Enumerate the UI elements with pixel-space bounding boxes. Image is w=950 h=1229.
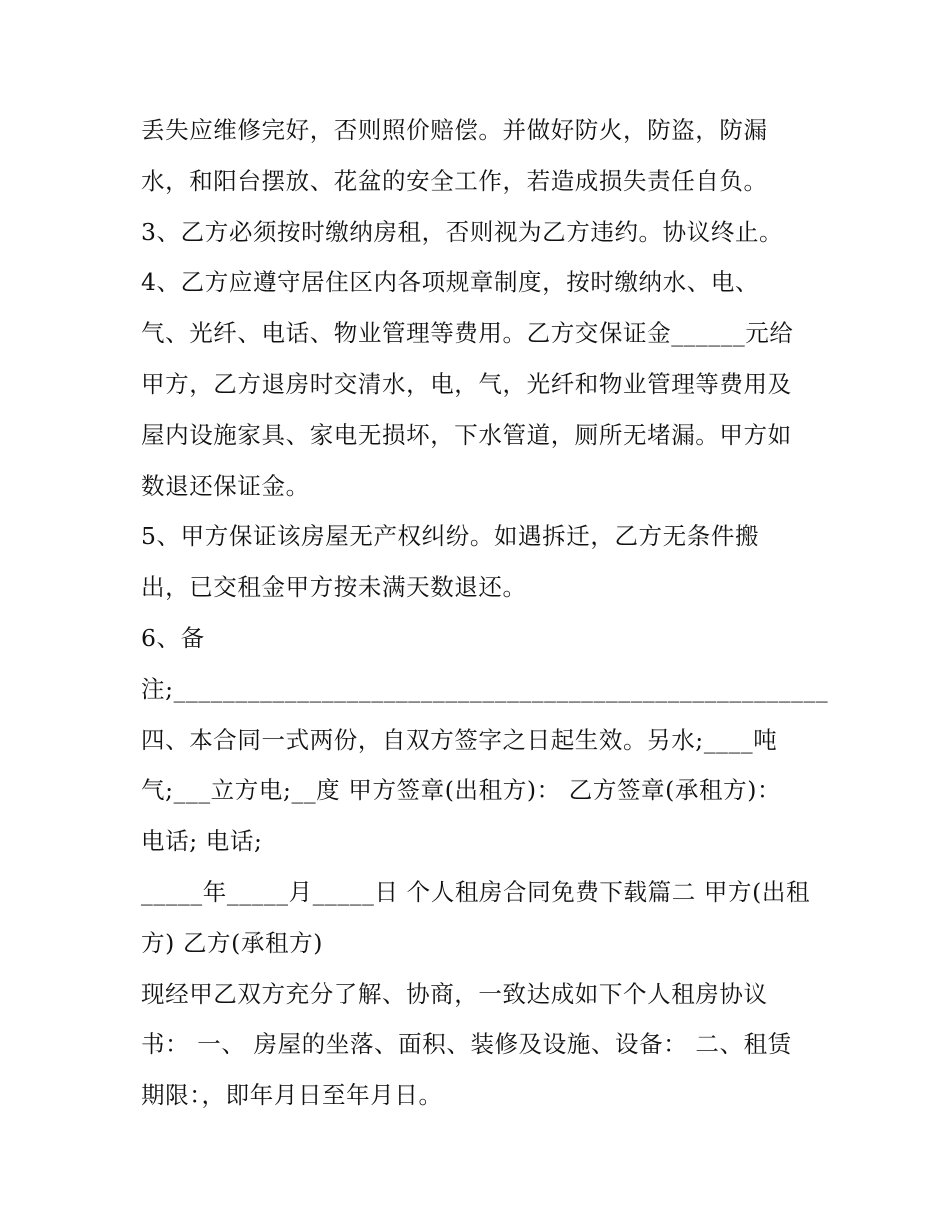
text-line: 方) 乙方(承租方) [141, 928, 323, 957]
text-line: 书： 一、 房屋的坐落、面积、装修及设施、设备： 二、租赁 [141, 1030, 792, 1059]
remarks-line: 注;_____________________________________________________ [141, 674, 829, 703]
clause-3: 3、乙方必须按时缴纳房租，否则视为乙方违约。协议终止。 [141, 217, 784, 246]
date-line: _____年_____月_____日 个人租房合同免费下载篇二 甲方(出租 [141, 877, 811, 906]
text-line: 甲方，乙方退房时交清水，电，气，光纤和物业管理等费用及 [141, 369, 792, 398]
text-line: 出，已交租金甲方按未满天数退还。 [141, 573, 527, 602]
document-body [141, 105, 841, 1121]
text-line: 丢失应维修完好，否则照价赔偿。并做好防火，防盗，防漏 [141, 116, 768, 144]
text-line: 气、光纤、电话、物业管理等费用。乙方交保证金______元给 [141, 319, 794, 348]
text-line: 数退还保证金。 [141, 471, 310, 500]
text-line: 屋内设施家具、家电无损坏，下水管道，厕所无堵漏。甲方如 [141, 420, 792, 449]
text-line: 水，和阳台摆放、花盆的安全工作，若造成损失责任自负。 [141, 166, 768, 195]
clause-5: 5、甲方保证该房屋无产权纠纷。如遇拆迁，乙方无条件搬 [141, 522, 760, 551]
text-line: 现经甲乙双方充分了解、协商，一致达成如下个人租房协议 [141, 979, 768, 1008]
section-4: 四、本合同一式两份，自双方签字之日起生效。另水;____吨 [141, 725, 778, 754]
phone-line: 电话; 电话; [141, 827, 263, 856]
clause-4: 4、乙方应遵守居住区内各项规章制度，按时缴纳水、电、 [141, 268, 760, 297]
signature-line: 气;___立方电;__度 甲方签章(出租方)： 乙方签章(承租方)： [141, 776, 782, 805]
clause-6: 6、备 [141, 623, 205, 652]
text-line: 期限：，即年月日至年月日。 [141, 1081, 443, 1110]
